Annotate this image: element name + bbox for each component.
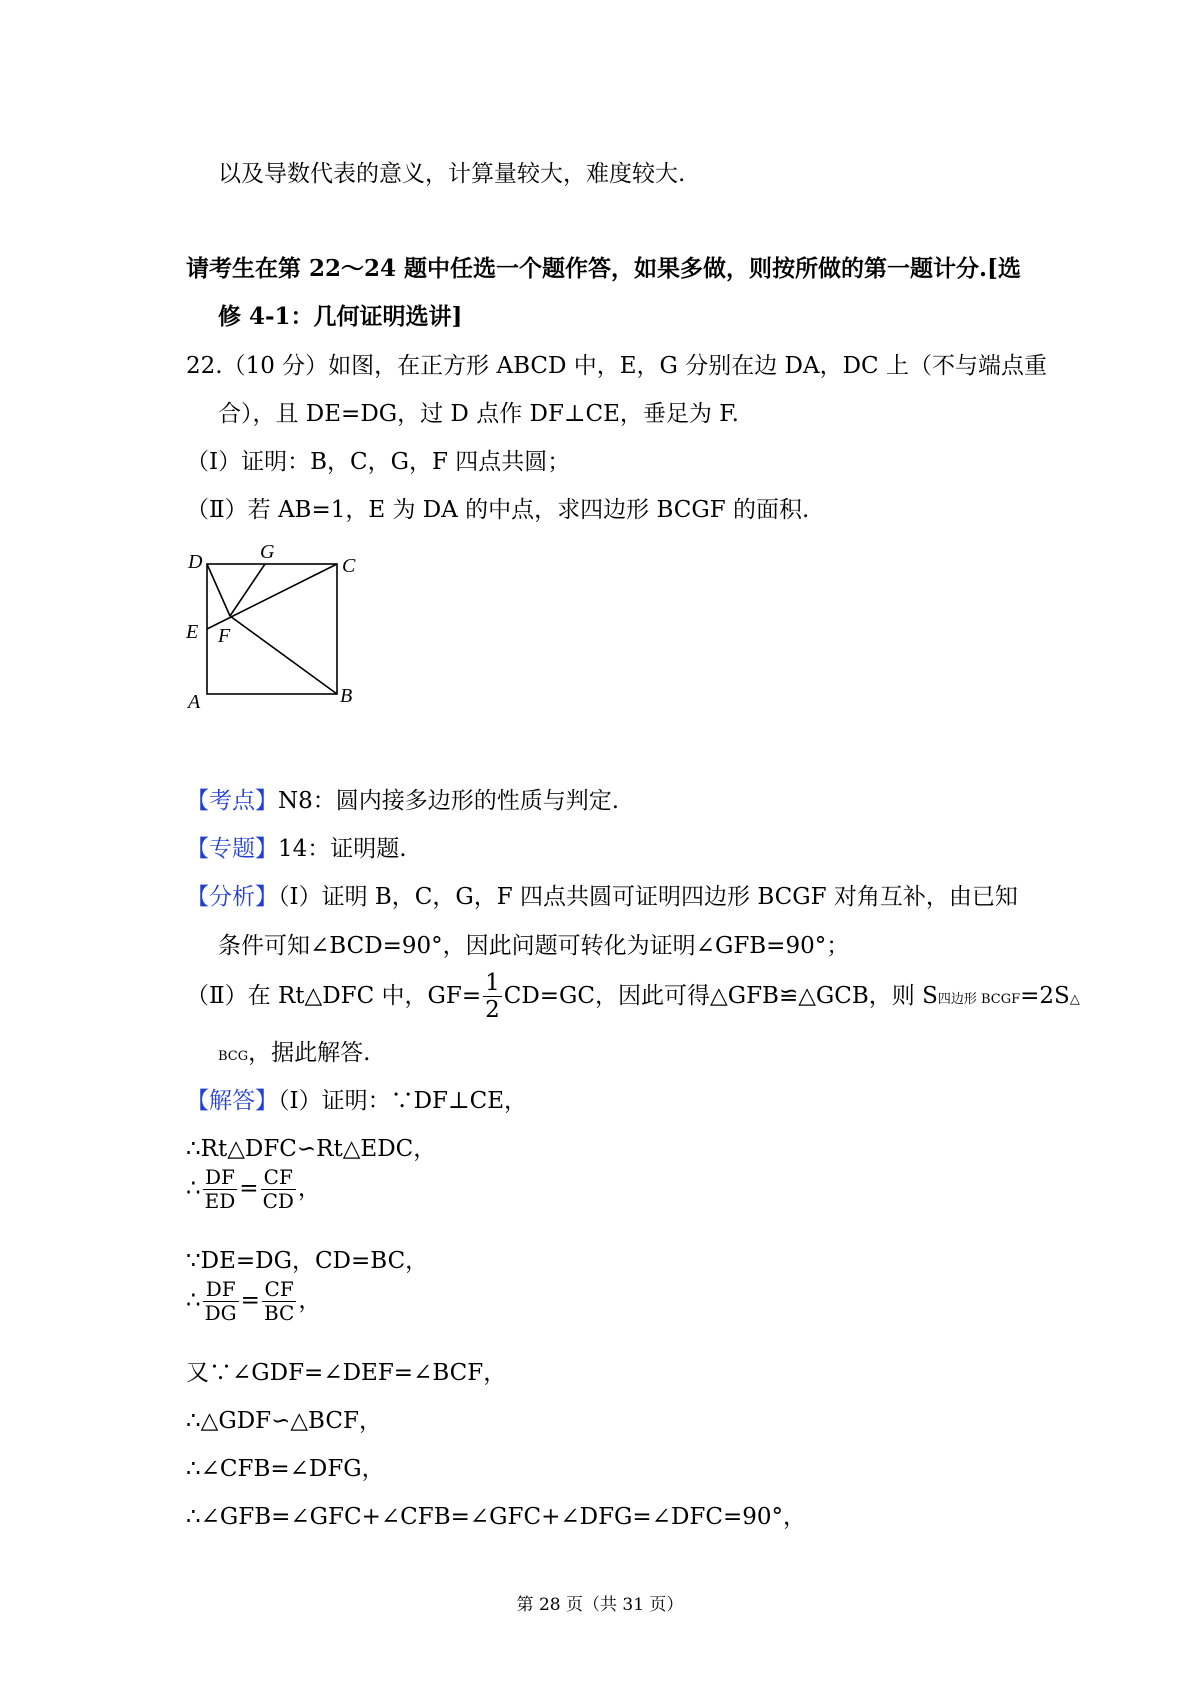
fraction-numerator: DF: [203, 1166, 238, 1190]
zhuanti-text: 14：证明题.: [278, 836, 407, 862]
fraction-denominator: ED: [204, 1189, 236, 1213]
jieda-step-3: ∵DE=DG，CD=BC，: [186, 1248, 429, 1274]
segment-df: [207, 564, 230, 616]
problem-line-2: 合），且 DE=DG，过 D 点作 DF⊥CE，垂足为 F.: [218, 401, 739, 427]
fraction-denominator: DG: [204, 1301, 237, 1325]
therefore-symbol: ∴: [186, 1175, 201, 1202]
fenxi-text-3-post: CD=GC，因此可得△GFB≌△GCB，则 S: [503, 982, 938, 1009]
zhuanti-line: [186, 830, 407, 863]
fenxi-line-4: [218, 1034, 370, 1067]
problem-part-2: （Ⅱ）若 AB=1，E 为 DA 的中点，求四边形 BCGF 的面积.: [186, 497, 810, 523]
jieda-step-8: ∴∠GFB=∠GFC+∠CFB=∠GFC+∠DFG=∠DFC=90°，: [186, 1504, 806, 1530]
fraction-denominator: CD: [262, 1189, 294, 1213]
label-e: E: [186, 621, 199, 643]
subscript-triangle: △: [1069, 991, 1080, 1007]
fraction-df-ed: [203, 1166, 238, 1213]
jieda-step-7: ∴∠CFB=∠DFG，: [186, 1456, 385, 1482]
comma: ，: [297, 1175, 321, 1202]
jieda-step-4: [186, 1278, 321, 1325]
kaodian-line: [186, 782, 619, 815]
jieda-step-2: [186, 1166, 321, 1213]
comma: ，: [298, 1287, 322, 1314]
notice-line-1: 请考生在第 22～24 题中任选一个题作答，如果多做，则按所做的第一题计分.[选: [186, 255, 1021, 282]
problem-part-1: （Ⅰ）证明：B，C，G，F 四点共圆；: [186, 449, 571, 475]
equals-sign: =: [240, 1287, 260, 1314]
fraction-numerator: 1: [485, 970, 500, 996]
jieda-line-1: [186, 1082, 527, 1115]
fenxi-text-4: ，据此解答.: [248, 1040, 371, 1066]
jieda-step-6: ∴△GDF∽△BCF，: [186, 1408, 382, 1434]
fraction-one-half: [483, 970, 502, 1024]
segment-ec: [207, 564, 337, 629]
fenxi-line-1: [186, 878, 1018, 911]
fraction-numerator: CF: [262, 1278, 296, 1302]
fenxi-text-1: （Ⅰ）证明 B，C，G，F 四点共圆可证明四边形 BCGF 对角互补，由已知: [278, 884, 1018, 910]
fenxi-line-3: [186, 970, 1080, 1024]
fraction-numerator: DF: [203, 1278, 239, 1302]
jieda-first: （Ⅰ）证明：∵DF⊥CE，: [278, 1088, 528, 1114]
fraction-df-dg: [203, 1278, 239, 1325]
fenxi-line-2: 条件可知∠BCD=90°，因此问题可转化为证明∠GFB=90°；: [218, 933, 850, 959]
fenxi-text-3-eq: =2S: [1020, 982, 1070, 1009]
label-b: B: [340, 685, 353, 707]
kaodian-tag: 【考点】: [186, 788, 278, 814]
segment-fb: [230, 616, 337, 694]
fraction-denominator: BC: [263, 1301, 295, 1325]
zhuanti-tag: 【专题】: [186, 836, 278, 862]
notice-line-2: 修 4-1：几何证明选讲]: [218, 303, 463, 330]
problem-line-1: 22.（10 分）如图，在正方形 ABCD 中，E，G 分别在边 DA，DC 上（不与端点重: [186, 353, 1047, 379]
fraction-cf-bc: [262, 1278, 296, 1325]
equals-sign: =: [239, 1175, 259, 1202]
intro-line: 以及导数代表的意义，计算量较大，难度较大.: [218, 161, 686, 187]
page-footer: 第 28 页（共 31 页）: [516, 1595, 684, 1615]
fraction-numerator: CF: [261, 1166, 296, 1190]
geometry-figure: [180, 536, 380, 708]
kaodian-text: N8：圆内接多边形的性质与判定.: [278, 788, 620, 814]
subscript-bcg: BCG: [218, 1049, 249, 1064]
fenxi-text-3-pre: （Ⅱ）在 Rt△DFC 中，GF=: [186, 982, 482, 1009]
subscript-quadrilateral: 四边形 BCGF: [937, 991, 1021, 1007]
label-c: C: [342, 555, 356, 577]
fenxi-tag: 【分析】: [186, 884, 278, 910]
label-d: D: [188, 551, 203, 573]
jieda-step-5: 又∵∠GDF=∠DEF=∠BCF，: [186, 1360, 507, 1386]
jieda-step-1: ∴Rt△DFC∽Rt△EDC，: [186, 1136, 437, 1162]
jieda-tag: 【解答】: [186, 1088, 278, 1114]
label-f: F: [218, 625, 231, 647]
fraction-cf-cd: [261, 1166, 296, 1213]
label-g: G: [260, 541, 275, 563]
label-a: A: [188, 691, 201, 708]
fraction-denominator: 2: [485, 997, 500, 1024]
therefore-symbol: ∴: [186, 1287, 201, 1314]
